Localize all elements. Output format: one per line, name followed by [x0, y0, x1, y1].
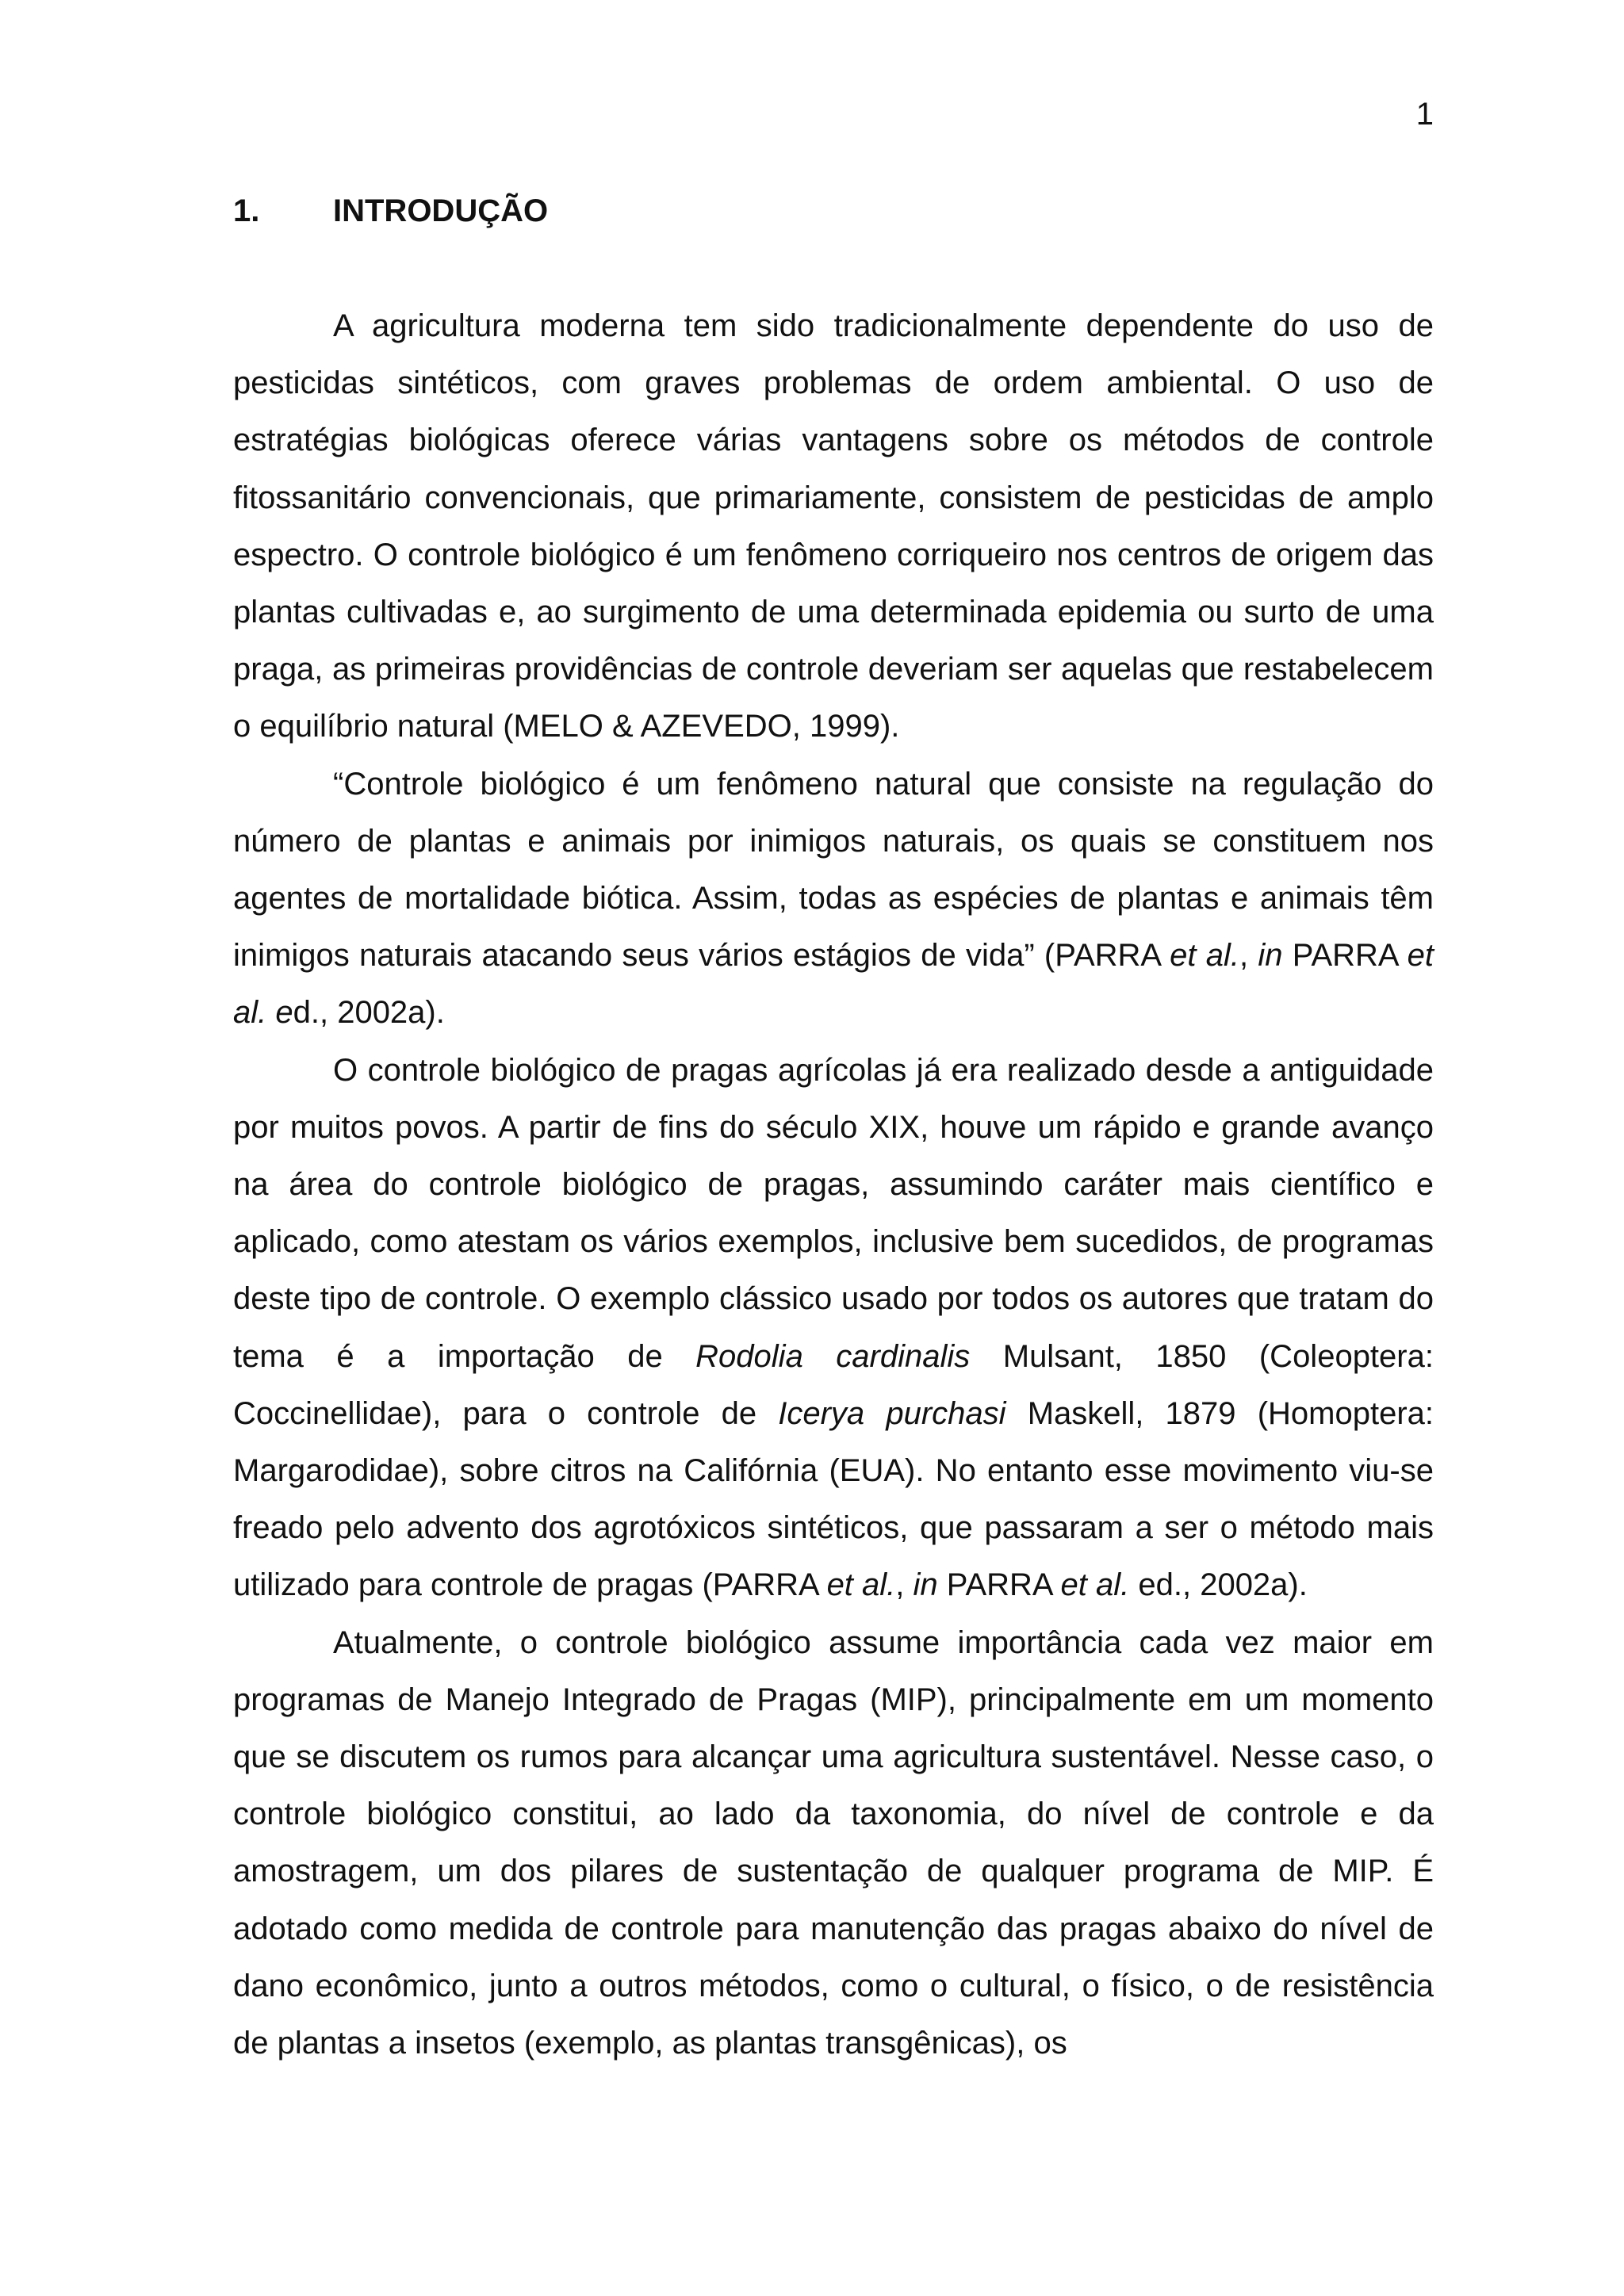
- italic-text: in: [913, 1567, 938, 1603]
- text-run: ,: [895, 1567, 914, 1603]
- italic-text: et al.: [1060, 1567, 1130, 1603]
- text-run: PARRA: [1282, 938, 1408, 974]
- section-heading: [233, 195, 548, 227]
- italic-text: et al.: [1170, 938, 1239, 974]
- italic-text: Icerya purchasi: [778, 1395, 1006, 1431]
- italic-text: Rodolia cardinalis: [695, 1338, 971, 1374]
- text-run: Maskell, 1879 (Homoptera: Margarodidae), sobre citros na Califórnia (EUA). No entanto esse movimento viu-se freado pelo advento dos agrotóxicos sintéticos, que passaram a ser o método mais utilizado para controle de pragas (PARRA: [233, 1395, 1434, 1603]
- text-run: ed., 2002a).: [1129, 1567, 1308, 1603]
- paragraph: [233, 1042, 1434, 1614]
- text-run: d., 2002a).: [293, 995, 445, 1031]
- body-text: [233, 297, 1434, 2072]
- paragraph: [233, 756, 1434, 1042]
- paragraph: [233, 1614, 1434, 2072]
- italic-text: et al. e: [233, 938, 1434, 1031]
- page-number: 1: [1415, 97, 1434, 132]
- text-run: O controle biológico de pragas agrícolas já era realizado desde a antiguidade por muitos povos. A partir de fins do século XIX, houve um rápido e grande avanço na área do controle biológico de pragas, assumindo caráter mais científico e aplicado, como atestam os vários exemplos, inclusive bem sucedidos, de programas deste tipo de controle. O exemplo clássico usado por todos os autores que tratam do tema é a importação de: [233, 1052, 1434, 1374]
- text-run: PARRA: [937, 1567, 1061, 1603]
- text-run: Atualmente, o controle biológico assume importância cada vez maior em programas de Manejo Integrado de Pragas (MIP), principalmente em um momento que se discutem os rumos para alcançar uma agricultura sustentável. Nesse caso, o controle biológico constitui, ao lado da taxonomia, do nível de controle e da amostragem, um dos pilares de sustentação de qualquer programa de MIP. É adotado como medida de controle para manutenção das pragas abaixo do nível de dano econômico, junto a outros métodos, como o cultural, o físico, o de resistência de plantas a insetos (exemplo, as plantas transgênicas), os: [233, 1624, 1434, 2061]
- text-run: A agricultura moderna tem sido tradicionalmente dependente do uso de pesticidas sintéticos, com graves problemas de ordem ambiental. O uso de estratégias biológicas oferece várias vantagens sobre os métodos de controle fitossanitário convencionais, que primariamente, consistem de pesticidas de amplo espectro. O controle biológico é um fenômeno corriqueiro nos centros de origem das plantas cultivadas e, ao surgimento de uma determinada epidemia ou surto de uma praga, as primeiras providências de controle deveriam ser aquelas que restabelecem o equilíbrio natural (MELO & AZEVEDO, 1999).: [233, 308, 1434, 744]
- italic-text: in: [1258, 938, 1283, 974]
- section-title: INTRODUÇÃO: [333, 193, 549, 228]
- text-run: ,: [1239, 938, 1258, 974]
- text-run: Mulsant, 1850 (Coleoptera: Coccinellidae), para o controle de: [233, 1338, 1434, 1431]
- paragraph: [233, 297, 1434, 756]
- section-number: 1.: [233, 193, 260, 228]
- text-run: “Controle biológico é um fenômeno natural que consiste na regulação do número de plantas e animais por inimigos naturais, os quais se constituem nos agentes de mortalidade biótica. Assim, todas as espécies de plantas e animais têm inimigos naturais atacando seus vários estágios de vida” (PARRA: [233, 766, 1434, 974]
- italic-text: et al.: [826, 1567, 896, 1603]
